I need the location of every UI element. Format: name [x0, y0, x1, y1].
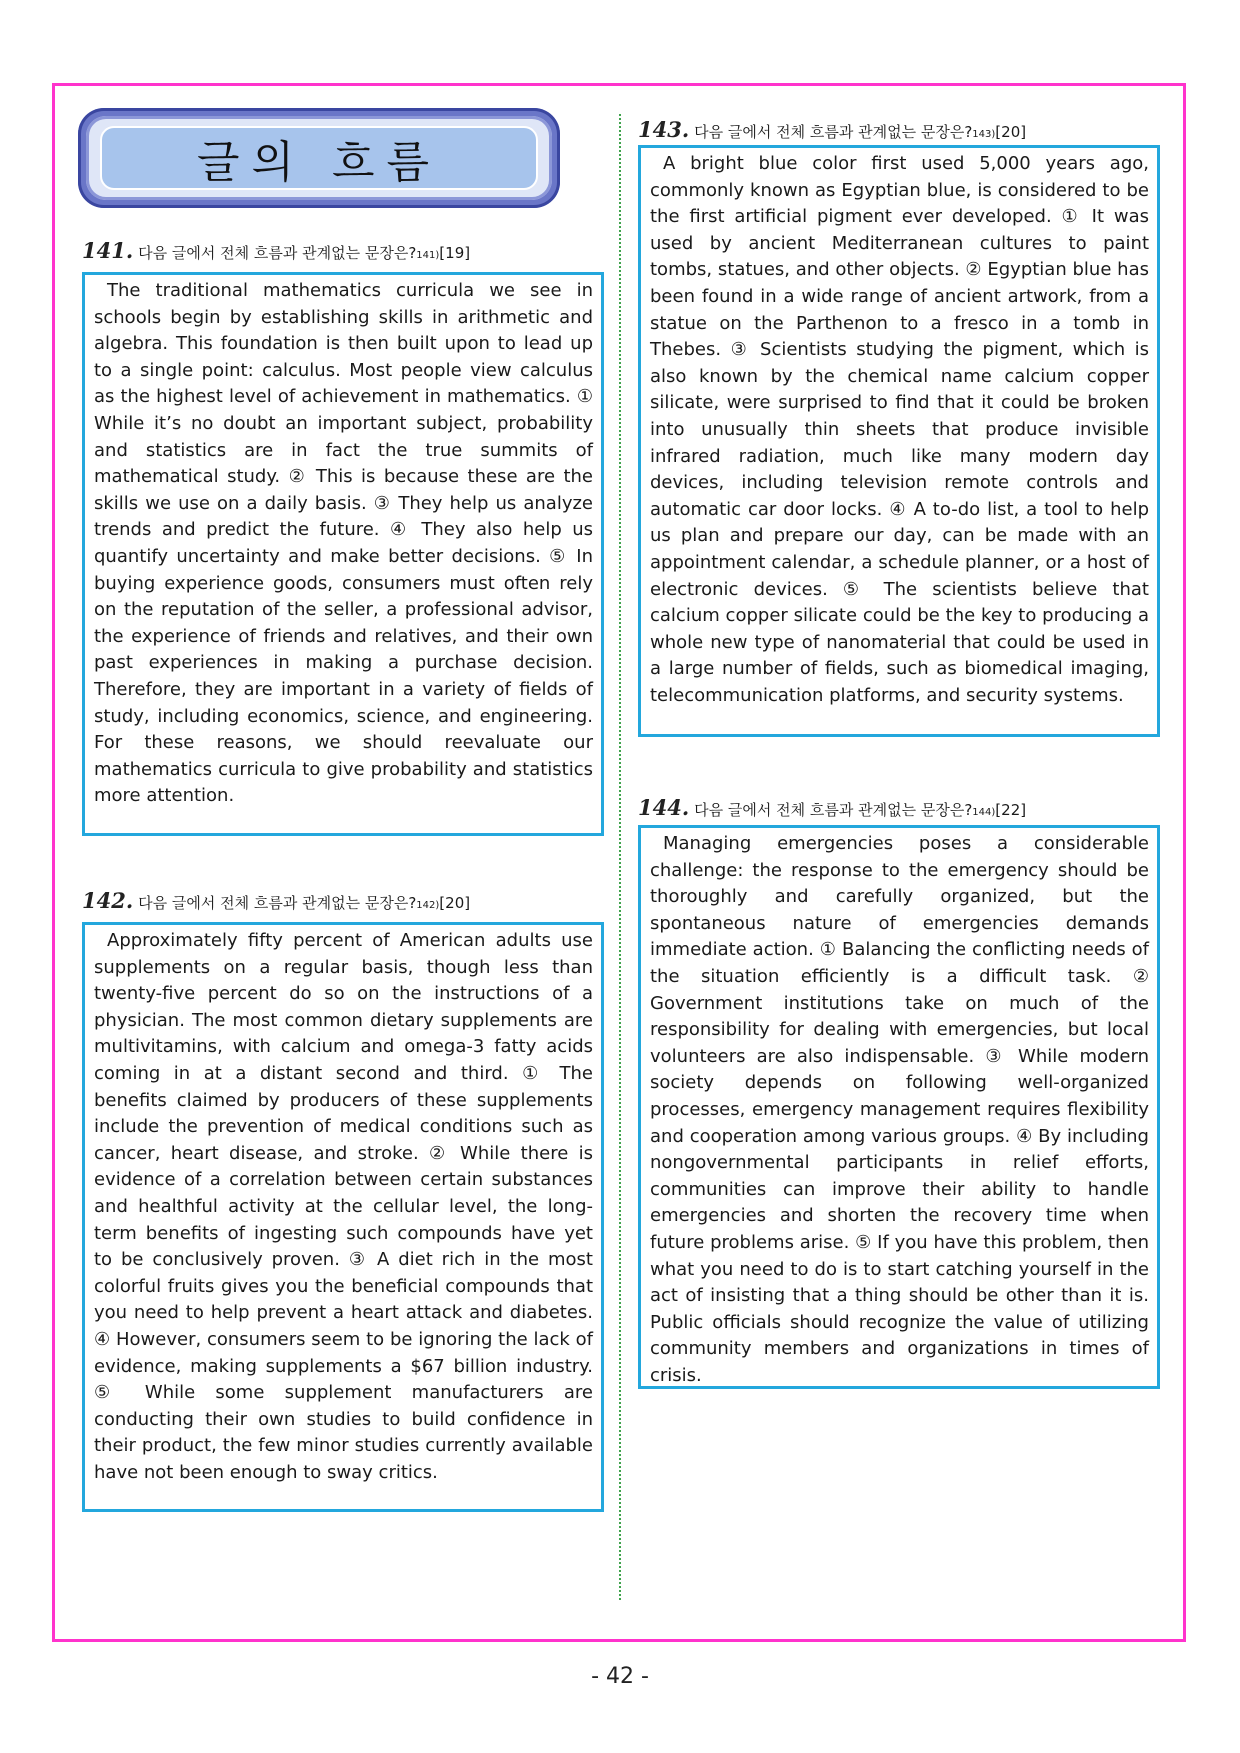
- section-title: 글의 흐름: [196, 137, 441, 188]
- passage-text: The traditional mathematics curricula we see in schools begin by establishing skills in arithmetic and algebra. This foundation is then built upon to lead up to a single point: calculus. Most people view calculus as the highest level of achievement in mathematics. ① While it’s no doubt an important subject, probability and statistics are in fact the true summits of mathematical study. ② This is because these are the skills we use on a daily basis. ③ They help us analyze trends and predict the future. ④ They also help us quantify uncertainty and make better decisions. ⑤ In buying experience goods, consumers must often rely on the reputation of the seller, a professional advisor, the experience of friends and relatives, and their own past experiences in making a purchase decision. Therefore, they are important in a variety of fields of study, including economics, science, and engineering. For these reasons, we should reevaluate our mathematics curricula to give probability and statistics more attention.: [94, 280, 593, 807]
- column-divider: [619, 114, 621, 1600]
- question-score: [22]: [995, 801, 1027, 819]
- passage-box-143: [638, 145, 1160, 737]
- question-header-141: [82, 238, 470, 263]
- question-prompt: 다음 글에서 전체 흐름과 관계없는 문장은?: [694, 123, 973, 141]
- question-number: 141.: [82, 238, 134, 263]
- page-number: - 42 -: [591, 1664, 649, 1689]
- question-score: [20]: [995, 123, 1027, 141]
- question-header-143: [638, 117, 1026, 142]
- passage-box-144: [638, 825, 1160, 1389]
- question-ref: 142): [416, 900, 440, 911]
- question-number: 142.: [82, 888, 134, 913]
- question-number: 144.: [638, 795, 690, 820]
- question-header-144: [638, 795, 1026, 820]
- passage-text: Approximately fifty percent of American adults use supplements on a regular basis, though less than twenty-five percent do so on the instructions of a physician. The most common dietary supplements are multivitamins, with calcium and omega-3 fatty acids coming in at a distant second and third. ① The benefits claimed by producers of these supplements include the prevention of medical conditions such as cancer, heart disease, and stroke. ② While there is evidence of a correlation between certain substances and healthful activity at the cellular level, the long-term benefits of ingesting such compounds have yet to be conclusively proven. ③ A diet rich in the most colorful fruits gives you the beneficial compounds that you need to help prevent a heart attack and diabetes. ④ However, consumers seem to be ignoring the lack of evidence, making supplements a $67 billion industry. ⑤ While some supplement manufacturers are conducting their own studies to build confidence in their product, the few minor studies currently available have not been enough to sway critics.: [94, 930, 593, 1483]
- question-prompt: 다음 글에서 전체 흐름과 관계없는 문장은?: [138, 894, 417, 912]
- passage-box-141: [82, 272, 604, 836]
- question-score: [20]: [439, 894, 471, 912]
- passage-text: A bright blue color first used 5,000 years ago, commonly known as Egyptian blue, is considered to be the first artificial pigment ever developed. ① It was used by ancient Mediterranean cultures to paint tombs, statues, and other objects. ② Egyptian blue has been found in a wide range of ancient artwork, from a statue on the Parthenon to a fresco in a tomb in Thebes. ③ Scientists studying the pigment, which is also known by the chemical name calcium copper silicate, were surprised to find that it could be broken into unusually thin sheets that produce invisible infrared radiation, much like many modern day devices, including television remote controls and automatic car door locks. ④ A to-do list, a tool to help us plan and prepare our day, can be made with an appointment calendar, a schedule planner, or a host of electronic devices. ⑤ The scientists believe that calcium copper silicate could be the key to producing a whole new type of nanomaterial that could be used in a large number of fields, such as biomedical imaging, telecommunication platforms, and security systems.: [650, 153, 1149, 706]
- question-prompt: 다음 글에서 전체 흐름과 관계없는 문장은?: [138, 244, 417, 262]
- passage-text: Managing emergencies poses a considerable challenge: the response to the emergency should be thoroughly and carefully organized, but the spontaneous nature of emergencies demands immediate action. ① Balancing the conflicting needs of the situation efficiently is a difficult task. ② Government institutions take on much of the responsibility for dealing with emergencies, but local volunteers are also indispensable. ③ While modern society depends on following well-organized processes, emergency management requires flexibility and cooperation among various groups. ④ By including nongovernmental participants in relief efforts, communities can improve their ability to handle emergencies and shorten the recovery time when future problems arise. ⑤ If you have this problem, then what you need to do is to start catching yourself in the act of insisting that a thing should be other than it is. Public officials should recognize the value of utilizing community members and organizations in times of crisis.: [650, 833, 1149, 1386]
- question-prompt: 다음 글에서 전체 흐름과 관계없는 문장은?: [694, 801, 973, 819]
- question-header-142: [82, 888, 470, 913]
- section-title-banner: [78, 108, 560, 208]
- question-number: 143.: [638, 117, 690, 142]
- question-ref: 141): [416, 250, 440, 261]
- question-ref: 143): [972, 129, 996, 140]
- question-ref: 144): [972, 807, 996, 818]
- question-score: [19]: [439, 244, 471, 262]
- passage-box-142: [82, 922, 604, 1512]
